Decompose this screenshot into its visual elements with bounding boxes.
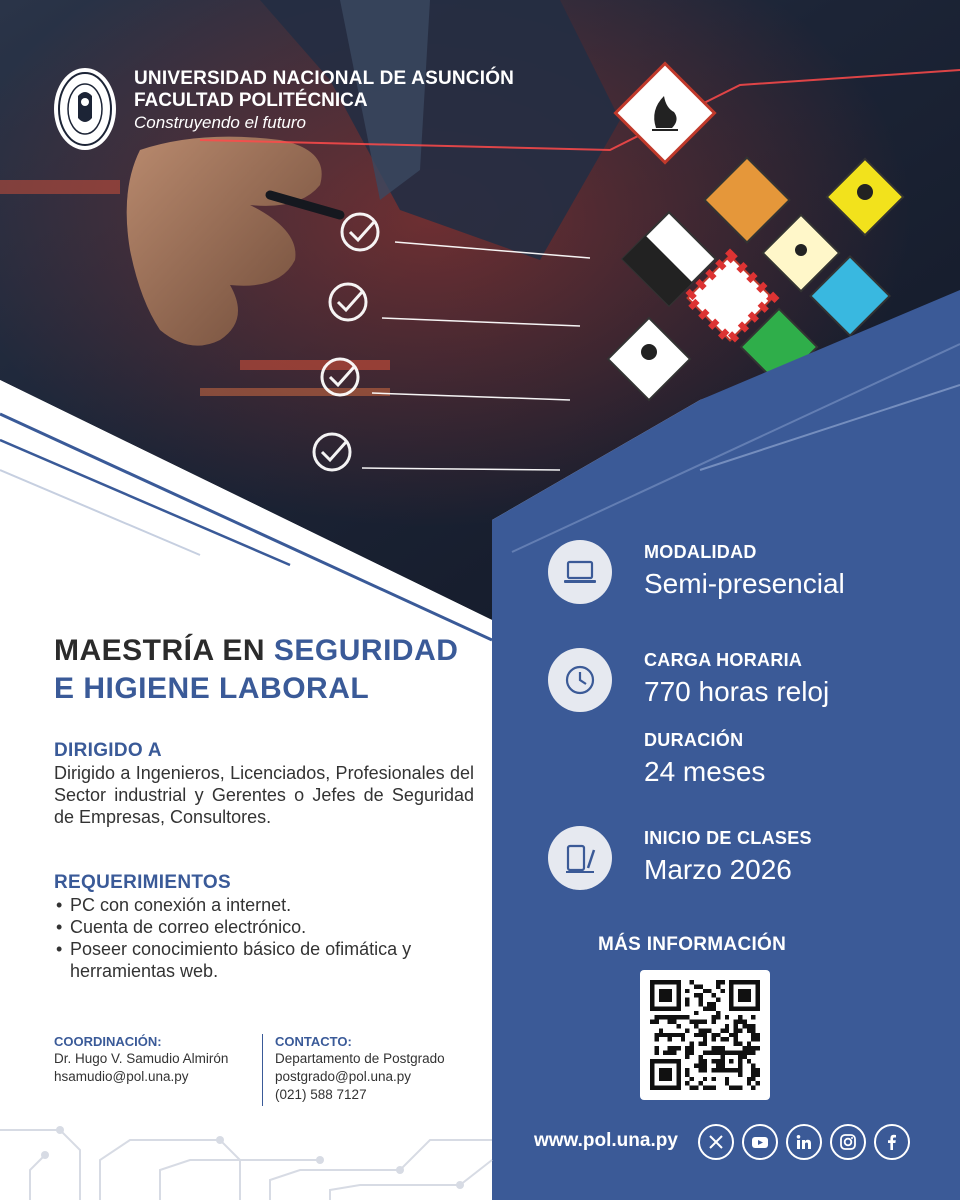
- contact-department: Departamento de Postgrado: [275, 1051, 445, 1066]
- faculty-name: FACULTAD POLITÉCNICA: [134, 90, 368, 111]
- requerimientos-list: [54, 894, 474, 982]
- instagram-icon[interactable]: [830, 1124, 866, 1160]
- requerimientos-heading: REQUERIMIENTOS: [54, 872, 231, 893]
- carga-value: 770 horas reloj: [644, 676, 830, 707]
- tablet-pen-icon: [548, 826, 612, 890]
- qr-code-icon: [650, 980, 760, 1090]
- modalidad-label: MODALIDAD: [644, 542, 757, 562]
- duracion-value: 24 meses: [644, 756, 766, 787]
- list-item: • PC con conexión a internet.: [54, 894, 474, 916]
- inicio-value: Marzo 2026: [644, 854, 792, 885]
- contacto-block: [275, 1034, 485, 1104]
- modalidad-item: [548, 540, 948, 620]
- inicio-item: [548, 826, 948, 906]
- list-item: • Poseer conocimiento básico de ofimática y herramientas web.: [54, 938, 474, 982]
- contact-email-link[interactable]: postgrado@pol.una.py: [275, 1069, 412, 1084]
- clock-icon: [548, 648, 612, 712]
- more-info-heading: MÁS INFORMACIÓN: [598, 934, 787, 955]
- youtube-icon[interactable]: [742, 1124, 778, 1160]
- linkedin-icon[interactable]: [786, 1124, 822, 1160]
- carga-duracion-item: [548, 648, 948, 798]
- university-name: UNIVERSIDAD NACIONAL DE ASUNCIÓN: [134, 68, 515, 89]
- website-link[interactable]: www.pol.una.py: [534, 1130, 678, 1151]
- inicio-label: INICIO DE CLASES: [644, 828, 812, 848]
- carga-label: CARGA HORARIA: [644, 650, 803, 670]
- qr-code[interactable]: [640, 970, 770, 1100]
- contact-phone: (021) 588 7127: [275, 1087, 367, 1102]
- facebook-icon[interactable]: [874, 1124, 910, 1160]
- requerimientos-section: [54, 872, 474, 982]
- laptop-icon: [548, 540, 612, 604]
- coordinator-email-link[interactable]: hsamudio@pol.una.py: [54, 1069, 189, 1084]
- tagline: Construyendo el futuro: [134, 113, 306, 132]
- coordinacion-heading: COORDINACIÓN:: [54, 1034, 162, 1049]
- program-title-line-1: [54, 632, 484, 670]
- contact-divider: [262, 1034, 263, 1106]
- list-item: • Cuenta de correo electrónico.: [54, 916, 474, 938]
- coordinacion-block: [54, 1034, 254, 1086]
- duracion-label: DURACIÓN: [644, 730, 744, 750]
- coordinator-name: Dr. Hugo V. Samudio Almirón: [54, 1051, 229, 1066]
- title-prefix: MAESTRÍA EN: [54, 634, 274, 667]
- x-icon[interactable]: [698, 1124, 734, 1160]
- contact-area: [54, 1034, 484, 1108]
- program-title: [54, 632, 484, 708]
- dirigido-text: Dirigido a Ingenieros, Licenciados, Profesionales del Sector industrial y Gerentes o Jefes de Seguridad de Empresas, Consultores.: [54, 763, 474, 827]
- program-title-line-2: E HIGIENE LABORAL: [54, 672, 370, 705]
- title-accent-1: SEGURIDAD: [273, 634, 459, 667]
- contacto-heading: CONTACTO:: [275, 1034, 352, 1049]
- dirigido-section: [54, 740, 474, 828]
- dirigido-heading: DIRIGIDO A: [54, 740, 162, 761]
- institution-header: [134, 68, 514, 134]
- modalidad-value: Semi-presencial: [644, 568, 845, 599]
- university-seal-icon: [52, 66, 118, 152]
